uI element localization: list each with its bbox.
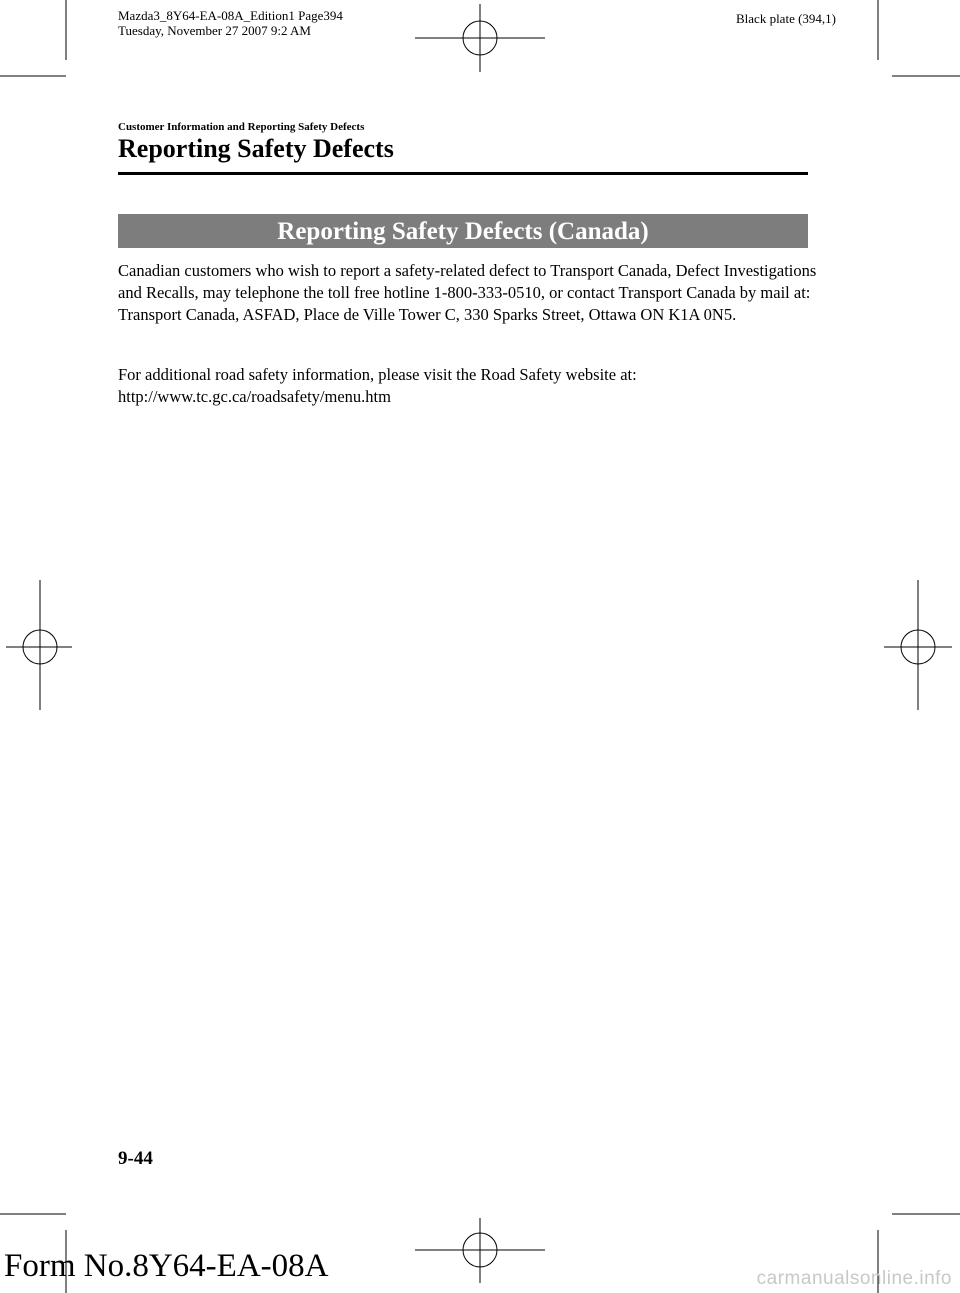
registration-target-top bbox=[415, 4, 545, 72]
print-metadata bbox=[118, 8, 343, 38]
print-file-line: Mazda3_8Y64-EA-08A_Edition1 Page394 bbox=[118, 8, 343, 23]
body-paragraph-website: For additional road safety information, please visit the Road Safety website at: http://www.tc.gc.ca/roadsafety/menu.htm bbox=[118, 365, 637, 406]
black-plate-label: Black plate (394,1) bbox=[736, 11, 836, 26]
body-paragraph-contact: Canadian customers who wish to report a safety-related defect to Transport Canada, Defect Investigations and Recalls, may telephone the toll free hotline 1-800-333-0510, or contact Transport Canada by mail at: Transport Canada, ASFAD, Place de Ville Tower C, 330 Sparks Street, Ottawa ON K1A 0N5. bbox=[118, 261, 817, 324]
section-label: Customer Information and Reporting Safety Defects bbox=[118, 121, 365, 133]
section-banner-title: Reporting Safety Defects (Canada) bbox=[118, 214, 808, 248]
registration-target-bottom bbox=[415, 1218, 545, 1283]
title-divider bbox=[118, 172, 808, 175]
form-number: Form No.8Y64-EA-08A bbox=[4, 1248, 329, 1284]
registration-target-left bbox=[6, 580, 72, 710]
page-number: 9-44 bbox=[118, 1148, 153, 1169]
chapter-title: Reporting Safety Defects bbox=[118, 134, 394, 163]
print-date-line: Tuesday, November 27 2007 9:2 AM bbox=[118, 23, 311, 38]
watermark: carmanualsonline.info bbox=[756, 1268, 952, 1289]
registration-target-right bbox=[884, 580, 952, 710]
